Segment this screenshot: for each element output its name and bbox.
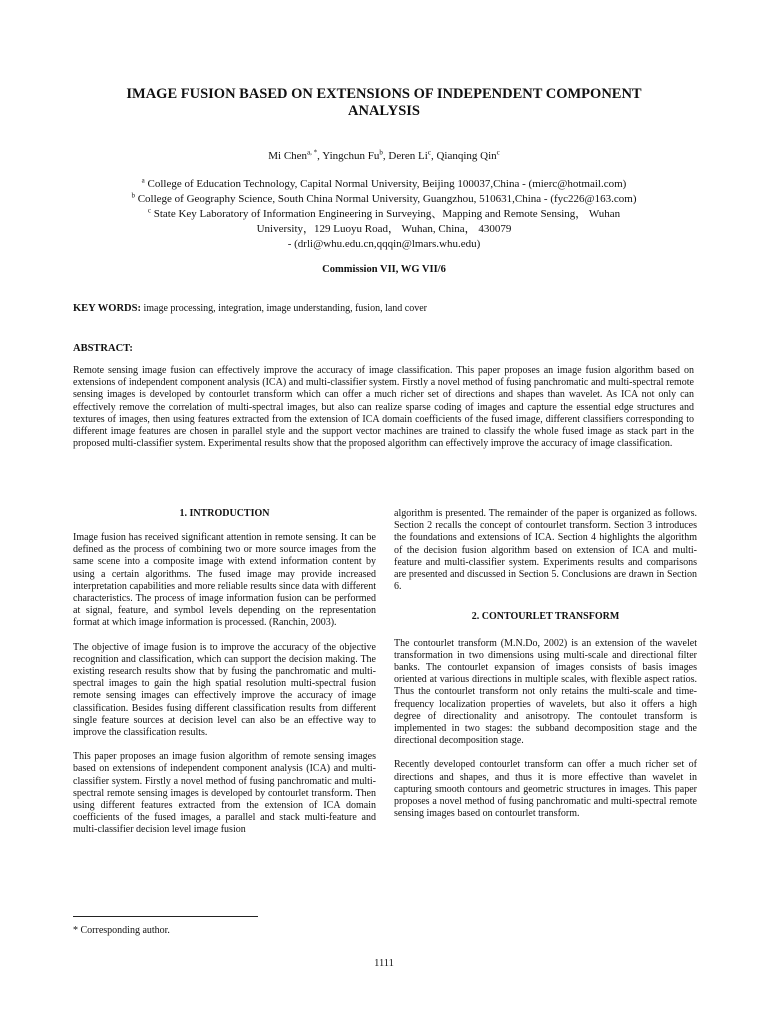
paragraph: The contourlet transform (M.N.Do, 2002) is an extension of the wavelet transformation in two dimensions using multi-scale and directional filter banks. The contourlet expansion of images consists of basis images oriented at various directions in multiple scales, with flexible aspect ratios. Thus the contourlet transform not only retains the multi-scale and time-frequency localization properties of wavelets, but also it offers a high degree of directionality and anisotropy. The contoulet transform is implemented in two stages: the subband decomposition stage and the directional decomposition stage.	[394, 637, 697, 747]
abstract-heading: ABSTRACT:	[73, 343, 133, 354]
affiliation-line	[60, 192, 708, 207]
footnote: * Corresponding author.	[73, 925, 170, 936]
affiliation-line	[60, 207, 708, 222]
commission-line: Commission VII, WG VII/6	[322, 264, 446, 275]
author-name: Yingchun Fu	[322, 150, 380, 162]
affiliation-sup: a	[141, 176, 145, 185]
affiliation-text: - (drli@whu.edu.cn,qqqin@lmars.whu.edu)	[287, 238, 481, 250]
paragraph: Image fusion has received significant attention in remote sensing. It can be defined as the process of combining two or more source images from the same scene into a composite image with extend information content by using a certain algorithms. The fused image may provide increased interpretation capabilities and more reliable results since data with different characteristics. The process of image information fusion can be performed at signal, feature, and symbol levels depending on the representation format at which image information is processed. (Ranchin, 2003).	[73, 532, 376, 629]
author-name: Qianqing Qin	[436, 150, 497, 162]
author-name: Mi Chen	[268, 150, 308, 162]
paragraph: The objective of image fusion is to improve the accuracy of the objective recognition and classification, which can support the decision making. The existing research results show that by fusing the panchromatic and multi-spectral images to gain the high spatial resolution multi-spectral fusion remote sensing images can effectively improve the accuracy of image classification. Besides fusing different classification results from different single feature sources at decision level can also be an effective way to improve the classification results.	[73, 641, 376, 739]
page-number: 1111	[374, 958, 394, 969]
paper-title: IMAGE FUSION BASED ON EXTENSIONS OF INDEPENDENT COMPONENT ANALYSIS	[126, 86, 642, 119]
author-sup: c	[496, 148, 500, 157]
left-column	[73, 532, 376, 849]
affiliation-text: College of Geography Science, South China Normal University, Guangzhou, 510631,China - (fyc226@163.com)	[134, 193, 637, 205]
keywords-label: KEY WORDS:	[73, 303, 141, 314]
affiliation-text: State Key Laboratory of Information Engineering in Surveying、Mapping and Remote Sensing， Wuhan	[150, 208, 621, 220]
affiliation-sup: c	[147, 206, 151, 215]
paragraph: algorithm is presented. The remainder of the paper is organized as follows. Section 2 recalls the concept of contourlet transform. Section 3 introduces the foundations and extensions of ICA. Section 4 highlights the algorithm of the decision fusion algorithm based on extension of ICA and multi-feature and multi-classifier system. Experiments results and comparisons are presented and discussed in Section 5. Conclusions are drawn in Section 6.	[394, 508, 697, 593]
keywords-text: image processing, integration, image understanding, fusion, land cover	[140, 303, 428, 314]
author-name: Deren Li	[388, 150, 428, 162]
section-heading-introduction: 1. INTRODUCTION	[179, 508, 270, 519]
affiliation-line	[60, 177, 708, 192]
abstract-text: Remote sensing image fusion can effectively improve the accuracy of image classification. This paper proposes an image fusion algorithm based on extensions of independent component analysis (ICA) and multi-classifier system. Firstly a novel method of fusing panchromatic and multi-spectral remote sensing images is developed by contourlet transform which can offer a much richer set of directions and shapes than wavelet. As ICA not only can effectively remove the correlation of multi-spectral images, but also can realize sparse coding of images and capture the essential edge structures and textures of images, then using features extracted from the extension of ICA domain coefficients of the fused image, different classifiers corresponding to different image features are chosen in parallel style and the support vector machines are trained to classify the whole fused image as stack part in the proposed multi-classifier system. Experimental results show that the proposed algorithm can effectively improve the accuracy of image classification.	[73, 365, 694, 450]
paragraph: This paper proposes an image fusion algorithm of remote sensing images based on extensions of independent component analysis (ICA) and multi-classifier system. Firstly a novel method of fusing panchromatic and multi-spectral remote sensing images is developed by contourlet transform. Then using different features extracted from the extension of ICA domain coefficients of the fused images, a parallel and stack multi-feature and multi-classifier decision level image fusion	[73, 751, 376, 836]
paragraph: Recently developed contourlet transform can offer a much richer set of directions and shapes, and thus it is more effective than wavelet in capturing smooth contours and geometric structures in images. This paper proposes a novel method of fusing panchromatic and multi-spectral remote sensing images based on contourlet transform.	[394, 759, 697, 820]
affiliation-line	[60, 237, 708, 252]
section-heading-contourlet: 2. CONTOURLET TRANSFORM	[471, 611, 620, 623]
author-sup: b	[379, 148, 383, 157]
author-sup: c	[427, 148, 431, 157]
affiliation-text: University，129 Luoyu Road， Wuhan, China， 430079	[256, 223, 512, 235]
keywords	[73, 303, 427, 314]
author-list: Mi Chen$^{a, *}$, Yingchun Fu$^b$, Deren Li$^c$, Qianqing Qin$^c$	[268, 148, 500, 162]
right-column	[394, 508, 697, 832]
affiliation-sup: b	[131, 191, 135, 200]
affiliation-text: College of Education Technology, Capital Normal University, Beijing 100037,China - (mierc@hotmail.com)	[144, 178, 627, 190]
affiliations	[60, 177, 708, 252]
affiliation-line	[60, 222, 708, 237]
author-sup: a, *	[307, 148, 318, 157]
footnote-rule	[73, 916, 258, 917]
